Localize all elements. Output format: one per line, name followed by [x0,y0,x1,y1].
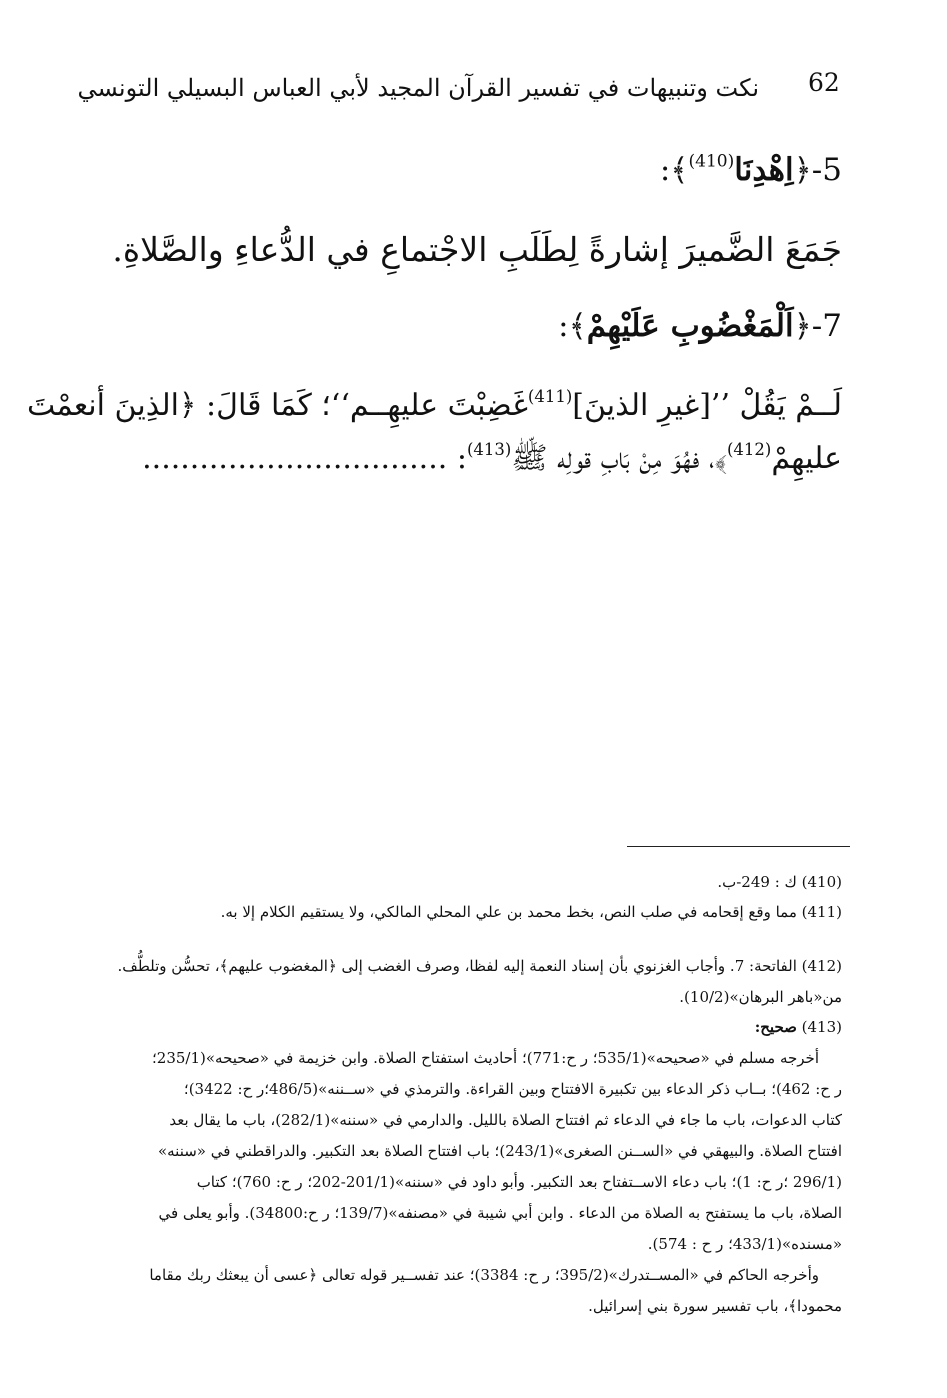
footnote-413-line: «مسنده»(433/1؛ ر ح : 574). [647,1235,842,1253]
text-segment: لَــمْ يَقُلْ ’’[غيرِ الذينَ] [572,388,842,423]
commentary-line [72,440,842,483]
footnote-412-continued: من«باهر البرهان»(10/2). [679,988,842,1006]
page-number: 62 [808,68,840,97]
footnote-413-line: ر ح: 462)؛ بــاب ذكر الدعاء بين تكبيرة الافتتاح وبين القراءة. والترمذي في «ســننه»(486/5؛ر ح: 3422)؛ [183,1080,842,1098]
footnote-ref[interactable]: (412) [726,439,772,459]
footnote-ref[interactable]: (413) [466,439,512,459]
commentary-line [27,386,842,423]
verse-number: 5- [811,152,842,188]
footnote-410: (410) ك : 249-ب. [717,873,842,891]
text-segment: غَضِبْتَ عليهِــم‘‘؛ كَمَا قَالَ: ﴿الذِينَ أنعمْتَ [27,388,528,423]
footnote-divider [627,846,850,847]
footnote-413-line: وأخرجه الحاكم في «المســتدرك»(395/2؛ ر ح: 3384)؛ عند تفســير قوله تعالى ﴿عسى أن يبعثك ربك مقاما [149,1266,819,1284]
footnote-413-line: كتاب الدعوات، باب ما جاء في الدعاء ثم افتتاح الصلاة بالليل. والدارمي في «سننه»(282/1)، باب ما يقال بعد [169,1111,842,1129]
quran-word: اِهْدِنَا [734,152,794,188]
quran-bracket-close: ﴾: [659,152,689,188]
footnote-413-line: أخرجه مسلم في «صحيحه»(535/1؛ ر ح:771)؛ أحاديث استفتاح الصلاة. وابن خزيمة في «صحيحه»(235/1؛ [152,1049,819,1067]
footnote-413-heading [62,1018,842,1036]
text-segment: عليهِمْ [771,441,842,476]
quran-word: اَلْمَغْضُوبِ عَلَيْهِمْ [586,308,794,344]
footnote-ref[interactable]: (410) [688,151,735,172]
footnote-number: (413) [796,1018,842,1036]
verse-heading-5 [142,152,842,188]
quran-bracket-close: ﴾: [558,308,587,344]
footnote-411: (411) مما وقع إقحامه في صلب النص، بخط محمد بن علي المحلي المالكي، ولا يستقيم الكلام إلا به. [220,903,842,921]
quran-bracket-open: ﴿ [793,152,812,188]
commentary-line: جَمَعَ الضَّميرَ إشارةً لِطَلَبِ الاجْتماعِ في الدُّعاءِ والصَّلاةِ. [112,230,842,269]
verse-number: 7- [811,308,842,344]
quran-bracket-open: ﴿ [793,308,812,344]
footnote-412: (412) الفاتحة: 7. وأجاب الغزنوي بأن إسناد النعمة إليه لفظا، وصرف الغضب إلى ﴿المغضوب عليهم﴾، تحسُّن وتلطُّف. [117,957,842,975]
footnote-413-line: الصلاة، باب ما يستفتح به الصلاة من الدعاء . وابن أبي شيبة في «مصنفه»(139/7؛ ر ح:34800). وأبو يعلى في [158,1204,842,1222]
text-segment: : [456,441,467,476]
text-segment: ﴾، فهُوَ مِنْ بَابِ قولِه ﷺ [511,441,727,476]
verse-heading-7 [142,308,842,344]
footnote-413-line: افتتاح الصلاة. والبيهقي في «الســنن الصغرى»(243/1)؛ باب افتتاح الصلاة بعد التكبير. والدراقطني في «سننه» [157,1142,842,1160]
dotted-leader: ................................ [142,441,448,476]
footnote-413-line: (296/1 ؛ر ح: 1)؛ باب دعاء الاســتفتاح بعد التكبير. وأبو داود في «سننه»(201/1-202؛ ر ح: 760)؛ كتاب [196,1173,842,1191]
footnote-ref[interactable]: (411) [527,386,573,406]
footnote-413-line: محمودا﴾، باب تفسير سورة بني إسرائيل. [588,1297,842,1315]
running-header: نكت وتنبيهات في تفسير القرآن المجيد لأبي العباس البسيلي التونسي [77,74,759,102]
hadith-grade: صحيح: [754,1018,797,1036]
